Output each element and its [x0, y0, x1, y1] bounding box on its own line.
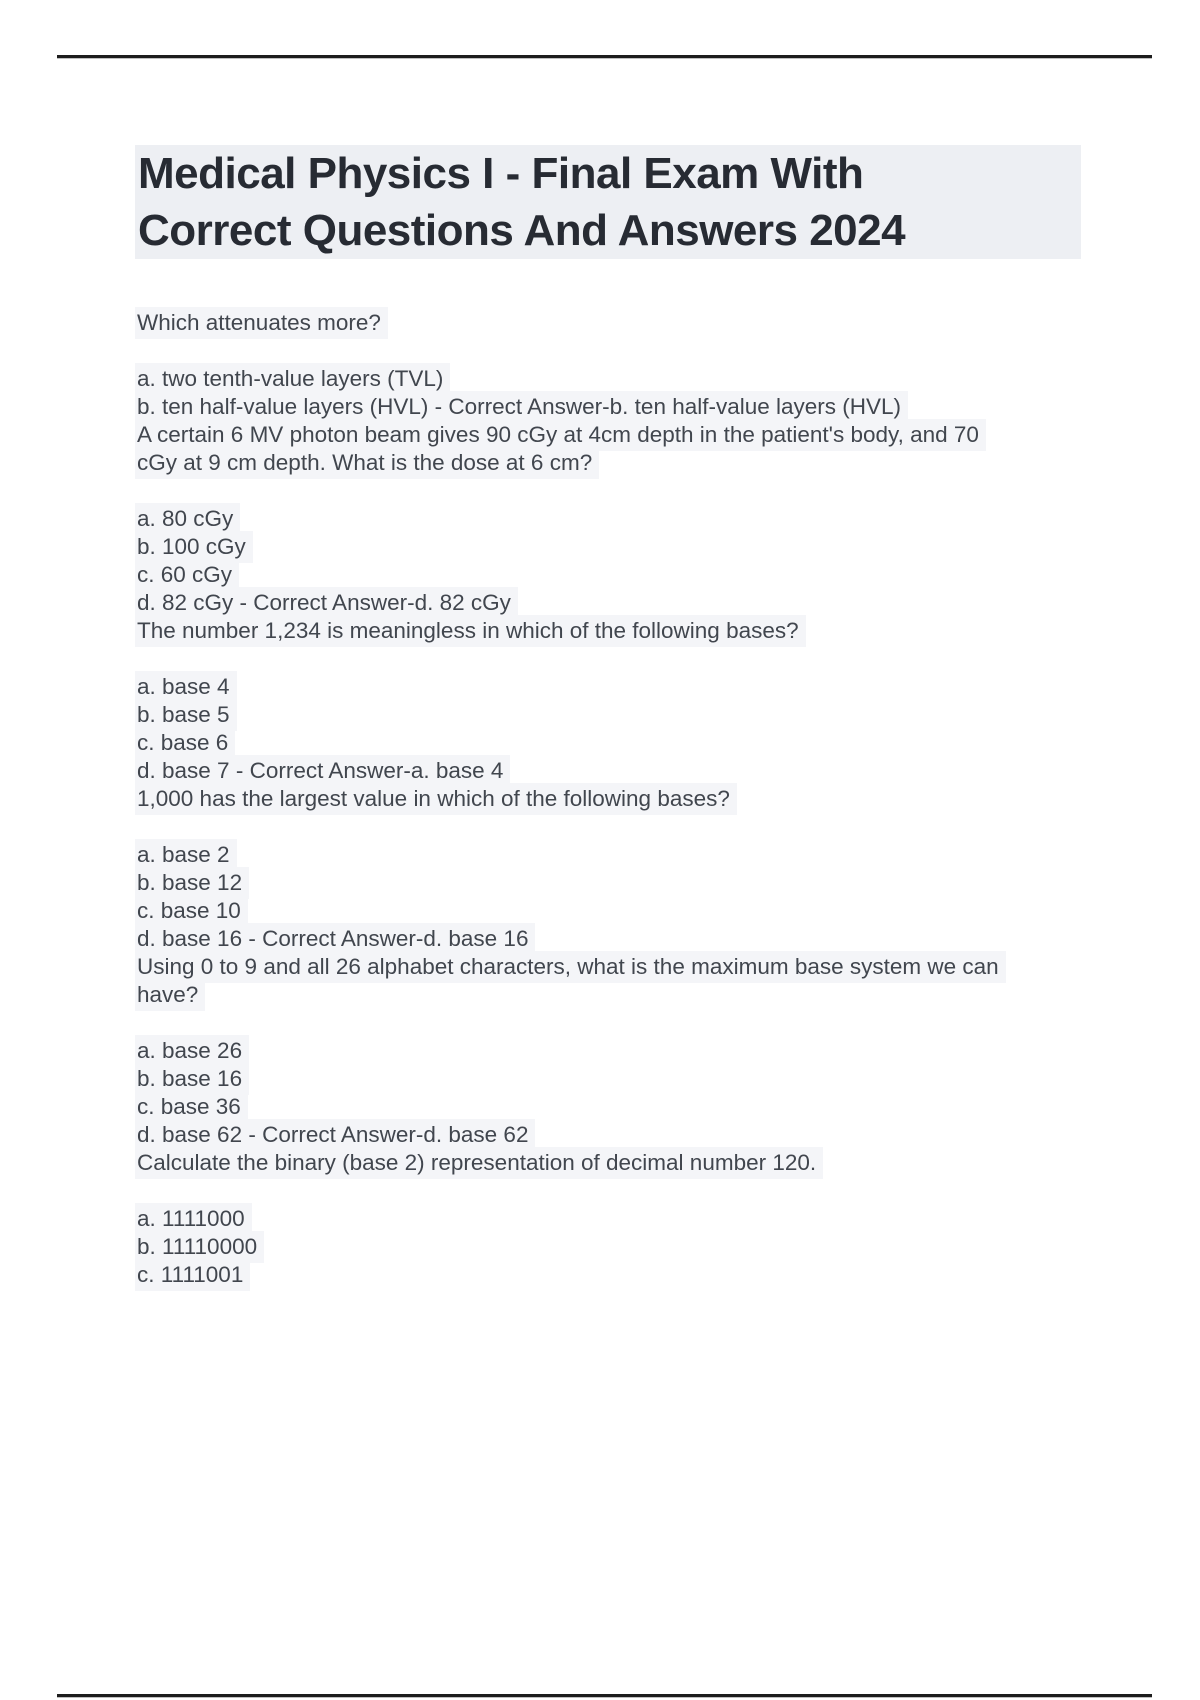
option-line: d. base 16 - Correct Answer-d. base 16: [137, 925, 1097, 953]
option-line: b. base 16: [137, 1065, 1097, 1093]
option-line: a. 1111000: [137, 1205, 1097, 1233]
question-line: The number 1,234 is meaningless in which of the following bases?: [137, 617, 1097, 645]
question-paragraph: [137, 785, 1097, 813]
options-paragraph: [137, 673, 1097, 785]
option-line: a. two tenth-value layers (TVL): [137, 365, 1097, 393]
qa-block-4: [137, 785, 1097, 953]
footer-rule: [57, 1694, 1152, 1697]
qa-block-6: [137, 1149, 1097, 1289]
option-line: a. base 2: [137, 841, 1097, 869]
option-line: c. base 10: [137, 897, 1097, 925]
option-line: c. base 36: [137, 1093, 1097, 1121]
option-line: d. base 62 - Correct Answer-d. base 62: [137, 1121, 1097, 1149]
options-paragraph: [137, 1037, 1097, 1149]
question-paragraph: [137, 953, 1097, 1009]
question-line: Using 0 to 9 and all 26 alphabet characters, what is the maximum base system we can: [137, 953, 1097, 981]
title-line-1: Medical Physics I - Final Exam With: [138, 149, 864, 198]
option-line: b. base 5: [137, 701, 1097, 729]
option-line: b. base 12: [137, 869, 1097, 897]
qa-block-2: [137, 421, 1097, 617]
option-line: a. base 4: [137, 673, 1097, 701]
options-paragraph: [137, 841, 1097, 953]
option-line: c. 60 cGy: [137, 561, 1097, 589]
options-paragraph: [137, 1205, 1097, 1289]
option-line: b. 11110000: [137, 1233, 1097, 1261]
question-line: cGy at 9 cm depth. What is the dose at 6 cm?: [137, 449, 1097, 477]
question-line: 1,000 has the largest value in which of the following bases?: [137, 785, 1097, 813]
question-paragraph: [137, 309, 1097, 337]
question-paragraph: [137, 1149, 1097, 1177]
option-line: b. 100 cGy: [137, 533, 1097, 561]
document-title: [135, 145, 1081, 259]
title-line-2: Correct Questions And Answers 2024: [138, 206, 906, 255]
qa-block-3: [137, 617, 1097, 785]
options-paragraph: [137, 365, 1097, 421]
question-paragraph: [137, 617, 1097, 645]
options-paragraph: [137, 505, 1097, 617]
header-rule: [57, 55, 1152, 58]
option-line: b. ten half-value layers (HVL) - Correct Answer-b. ten half-value layers (HVL): [137, 393, 1097, 421]
document-body: [137, 309, 1097, 1289]
option-line: a. 80 cGy: [137, 505, 1097, 533]
question-line: A certain 6 MV photon beam gives 90 cGy at 4cm depth in the patient's body, and 70: [137, 421, 1097, 449]
option-line: a. base 26: [137, 1037, 1097, 1065]
option-line: d. 82 cGy - Correct Answer-d. 82 cGy: [137, 589, 1097, 617]
qa-block-1: [137, 309, 1097, 421]
option-line: c. 1111001: [137, 1261, 1097, 1289]
question-line: Calculate the binary (base 2) representation of decimal number 120.: [137, 1149, 1097, 1177]
qa-block-5: [137, 953, 1097, 1149]
option-line: c. base 6: [137, 729, 1097, 757]
option-line: d. base 7 - Correct Answer-a. base 4: [137, 757, 1097, 785]
question-paragraph: [137, 421, 1097, 477]
question-line: Which attenuates more?: [137, 309, 1097, 337]
question-line: have?: [137, 981, 1097, 1009]
